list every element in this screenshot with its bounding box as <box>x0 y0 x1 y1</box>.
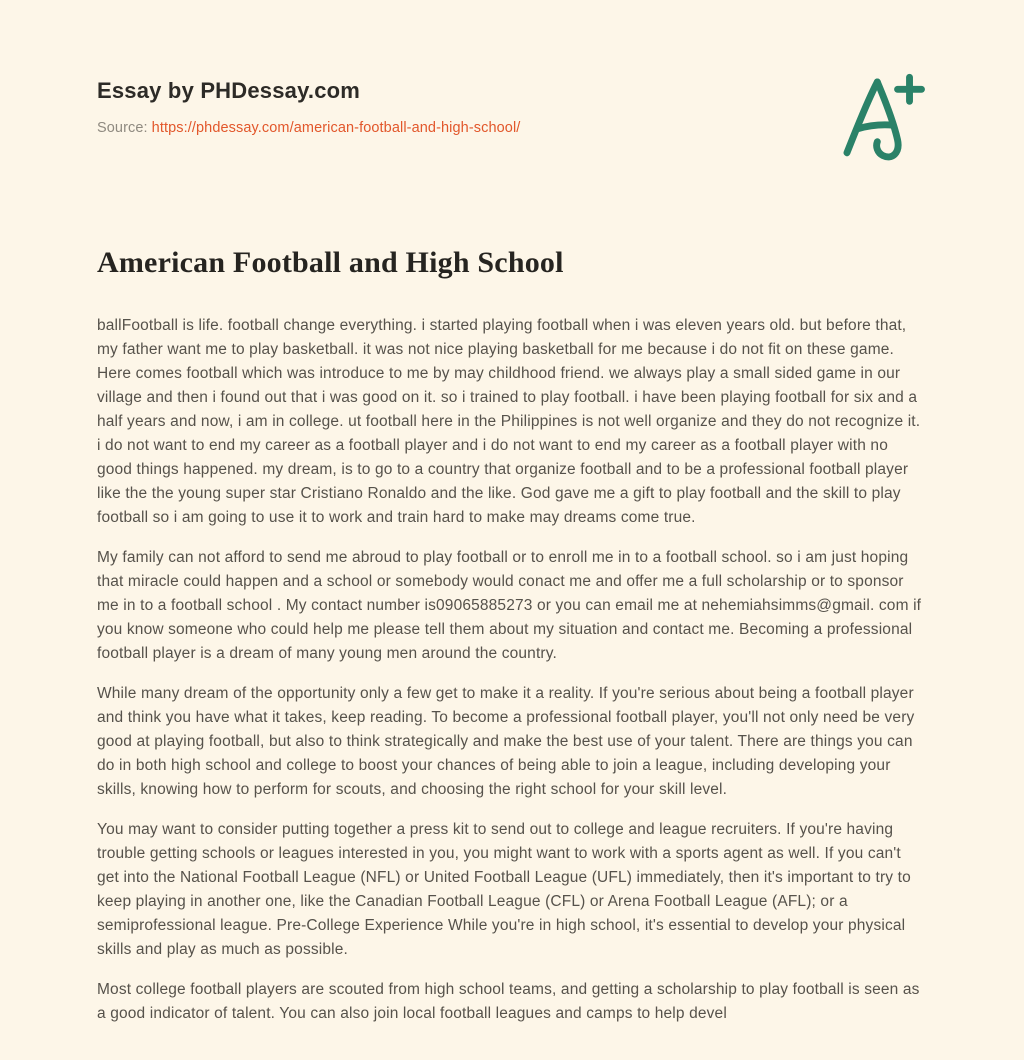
a-plus-logo-icon <box>835 70 927 162</box>
header-text-block <box>97 78 520 136</box>
source-label: Source: <box>97 120 148 136</box>
essay-body <box>97 314 927 1026</box>
essay-paragraph-2: My family can not afford to send me abroud to play football or to enroll me in to a football school. so i am just hoping that miracle could happen and a school or somebody would conact me and offer me a full scholarship or to sponsor me in to a football school . My contact number is09065885273 or you can email me at nehemiahsimms@gmail. com if you know someone who could help me please tell them about my situation and contact me. Becoming a professional football player is a dream of many young men around the country. <box>97 549 922 662</box>
page-header <box>97 78 927 162</box>
site-title: Essay by PHDessay.com <box>97 78 361 103</box>
source-url-link[interactable]: https://phdessay.com/american-football-and-high-school/ <box>151 120 521 136</box>
essay-paragraph-1: ballFootball is life. football change everything. i started playing football when i was eleven years old. but before that, my father want me to play basketball. it was not nice playing basketball for me because i do not fit on these game. Here comes football which was introduce to me by may childhood friend. we always play a small sided game in our village and then i found out that i was good on it. so i trained to play football. i have been playing football for six and a half years and now, i am in college. ut football here in the Philippines is not well organize and they do not recognize it. i do not want to end my career as a football player and i do not want to end my career as a football player with no good things happened. my dream, is to go to a country that organize football and to be a professional football player like the the young super star Cristiano Ronaldo and the like. God gave me a gift to play football and the skill to play football so i am going to use it to work and train hard to make may dreams come true. <box>97 317 921 526</box>
essay-paragraph-4: You may want to consider putting together a press kit to send out to college and league recruiters. If you're having trouble getting schools or leagues interested in you, you might want to work with a sports agent as well. If you can't get into the National Football League (NFL) or United Football League (UFL) immediately, then it's important to try to keep playing in another one, like the Canadian Football League (CFL) or Arena Football League (AFL); or a semiprofessional league. Pre-College Experience While you're in high school, it's essential to develop your physical skills and play as much as possible. <box>97 821 911 958</box>
essay-title: American Football and High School <box>97 246 564 279</box>
essay-paragraph-5: Most college football players are scouted from high school teams, and getting a scholarship to play football is seen as a good indicator of talent. You can also join local football leagues and camps to help devel <box>97 981 920 1022</box>
source-line <box>97 120 520 136</box>
phdessay-logo <box>835 70 927 162</box>
essay-paragraph-3: While many dream of the opportunity only a few get to make it a reality. If you're serious about being a football player and think you have what it takes, keep reading. To become a professional football player, you'll not only need be very good at playing football, but also to think strategically and make the best use of your talent. There are things you can do in both high school and college to boost your chances of being able to join a league, including developing your skills, knowing how to perform for scouts, and choosing the right school for your skill level. <box>97 685 915 798</box>
